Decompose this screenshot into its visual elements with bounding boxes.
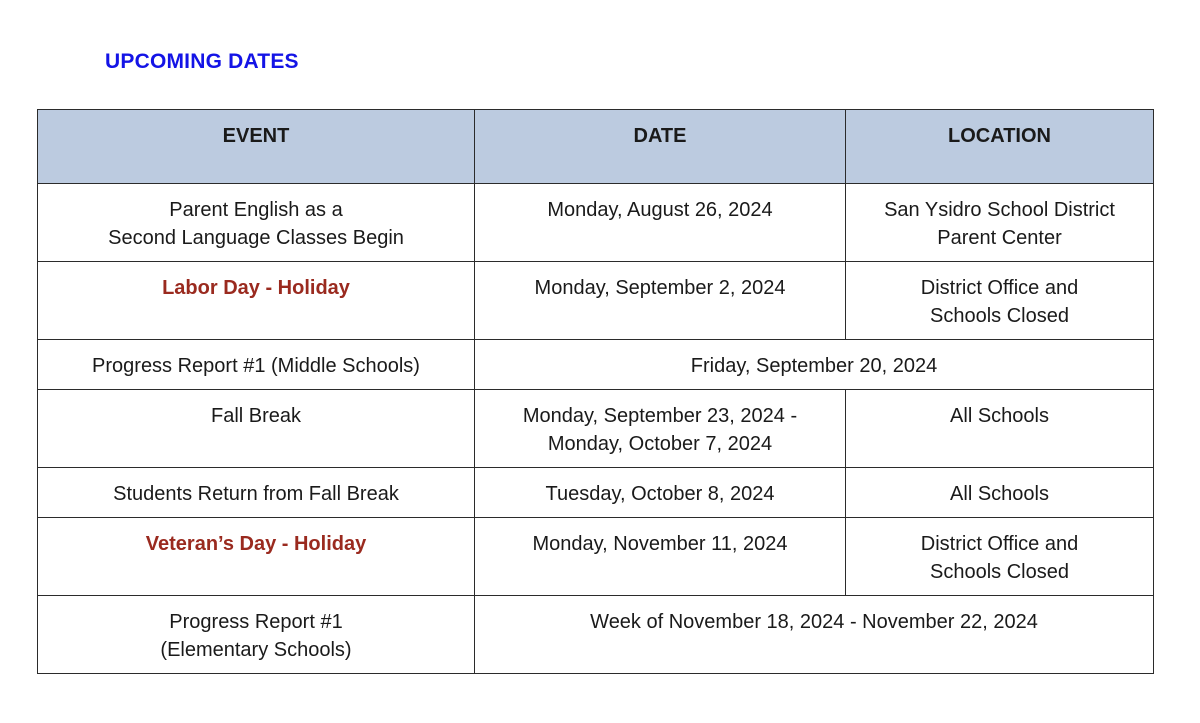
location-line: District Office and bbox=[920, 533, 1079, 555]
table-row bbox=[38, 518, 1154, 596]
header-location: LOCATION bbox=[846, 110, 1154, 184]
date-line: Monday, October 7, 2024 bbox=[547, 433, 773, 455]
date-line: Monday, August 26, 2024 bbox=[547, 199, 773, 221]
location-cell bbox=[846, 468, 1154, 518]
date-cell bbox=[475, 390, 846, 468]
event-cell bbox=[38, 340, 475, 390]
event-cell bbox=[38, 468, 475, 518]
page-title: UPCOMING DATES bbox=[105, 50, 299, 73]
header-date: DATE bbox=[475, 110, 846, 184]
event-line: Fall Break bbox=[210, 405, 302, 427]
location-line: Schools Closed bbox=[930, 561, 1069, 583]
header-event: EVENT bbox=[38, 110, 475, 184]
location-line: San Ysidro School District bbox=[884, 199, 1115, 221]
location-cell bbox=[846, 184, 1154, 262]
event-line: Progress Report #1 (Middle Schools) bbox=[92, 355, 420, 377]
event-cell bbox=[38, 390, 475, 468]
table-row bbox=[38, 340, 1154, 390]
date-cell bbox=[475, 518, 846, 596]
location-cell bbox=[846, 262, 1154, 340]
date-line: Monday, September 2, 2024 bbox=[534, 277, 786, 299]
location-line: All Schools bbox=[950, 405, 1049, 427]
event-cell bbox=[38, 184, 475, 262]
date-line: Friday, September 20, 2024 bbox=[690, 355, 938, 377]
event-line: Parent English as a bbox=[169, 199, 343, 221]
location-line: Parent Center bbox=[937, 227, 1062, 249]
date-cell bbox=[475, 184, 846, 262]
table-row bbox=[38, 468, 1154, 518]
table-row bbox=[38, 390, 1154, 468]
upcoming-dates-table bbox=[37, 109, 1154, 674]
event-line: Progress Report #1 bbox=[169, 611, 343, 633]
date-line: Monday, September 23, 2024 - bbox=[522, 405, 798, 427]
event-cell bbox=[38, 262, 475, 340]
event-line: (Elementary Schools) bbox=[160, 639, 352, 661]
location-line: Schools Closed bbox=[930, 305, 1069, 327]
event-line: Students Return from Fall Break bbox=[113, 483, 399, 505]
holiday-event-line: Labor Day - Holiday bbox=[162, 277, 350, 299]
location-cell bbox=[846, 518, 1154, 596]
merged-date-location-cell bbox=[475, 596, 1154, 674]
date-line: Week of November 18, 2024 - November 22, 2024 bbox=[590, 611, 1038, 633]
table-header-row bbox=[38, 110, 1154, 184]
location-cell bbox=[846, 390, 1154, 468]
merged-date-location-cell bbox=[475, 340, 1154, 390]
holiday-event-line: Veteran’s Day - Holiday bbox=[145, 533, 367, 555]
location-line: All Schools bbox=[950, 483, 1049, 505]
event-cell bbox=[38, 596, 475, 674]
date-cell bbox=[475, 262, 846, 340]
table-row bbox=[38, 262, 1154, 340]
date-line: Tuesday, October 8, 2024 bbox=[545, 483, 775, 505]
event-line: Second Language Classes Begin bbox=[108, 227, 404, 249]
date-line: Monday, November 11, 2024 bbox=[532, 533, 788, 555]
location-line: District Office and bbox=[920, 277, 1079, 299]
date-cell bbox=[475, 468, 846, 518]
table-row bbox=[38, 596, 1154, 674]
table-row bbox=[38, 184, 1154, 262]
event-cell bbox=[38, 518, 475, 596]
